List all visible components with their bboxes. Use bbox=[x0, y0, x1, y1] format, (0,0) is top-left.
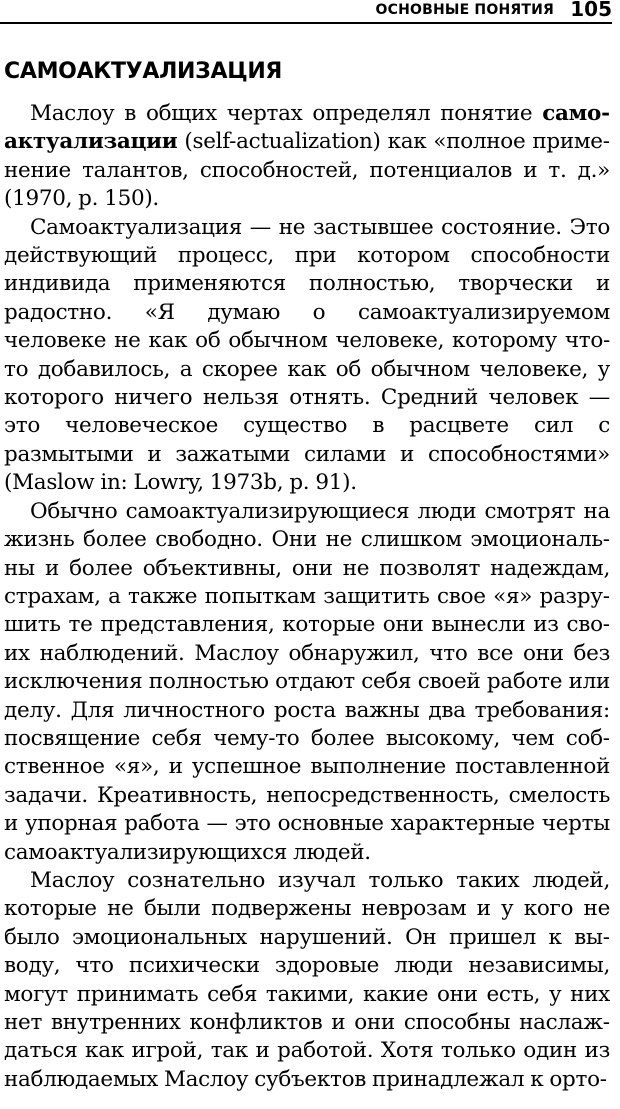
paragraph-definition-lead: Маслоу в общих чертах определял понятие bbox=[30, 101, 543, 126]
paragraph-definition-rest: (self-actualization) как «полное применение талантов, способностей, потенциалов и т. д.» (1970, р. 150). bbox=[4, 129, 610, 212]
section-heading: САМОАКТУАЛИЗАЦИЯ bbox=[4, 59, 283, 84]
paragraph-study: Маслоу сознательно изучал только таких людей, которые не были подвержены неврозам и у кого не было эмоциональных нарушений. Он пришел к выводу, что психически здоровые люди независимы, могут принимать себя такими, какие они есть, у них нет внутренних конфликтов и они способны наслаждаться как игрой, так и работой. Хотя только один из наблюдаемых Маслоу субъектов принадлежал к орто- bbox=[4, 867, 610, 1092]
key-term: самоактуализации bbox=[4, 101, 610, 155]
running-title: ОСНОВНЫЕ ПОНЯТИЯ bbox=[375, 2, 554, 18]
paragraph-definition bbox=[4, 100, 610, 214]
running-header bbox=[0, 0, 612, 24]
paragraph-process: Самоактуализация — не застывшее состояние. Это действующий процесс, при котором способности индивида применяются полностью, творчески и радостно. «Я думаю о самоактуализируемом человеке не как об обычном человеке, которому что-то добавилось, а скорее как об обычном человеке, у которого ничего нельзя отнять. Средний человек — это человеческое существо в расцвете сил с размытыми и зажатыми силами и способностями» (Maslow in: Lowry, 1973b, р. 91). bbox=[4, 214, 610, 496]
paragraph-traits: Обычно самоактуализирующиеся люди смотрят на жизнь более свободно. Они не слишком эмоциональны и более объективны, они не позволят надеждам, страхам, а также попыткам защитить свое «я» разрушить те представления, которые они вынесли из своих наблюдений. Маслоу обнаружил, что все они без исключения полностью отдают себя своей работе или делу. Для личностного роста важны два требования: посвящение себя чему-то более высокому, чем собственное «я», и успешное выполнение поставленной задачи. Креативность, непосредственность, смелость и упорная работа — это основные характерные черты самоактуализирующихся людей. bbox=[4, 498, 610, 865]
body-text bbox=[4, 100, 610, 1094]
page-number: 105 bbox=[570, 0, 612, 21]
